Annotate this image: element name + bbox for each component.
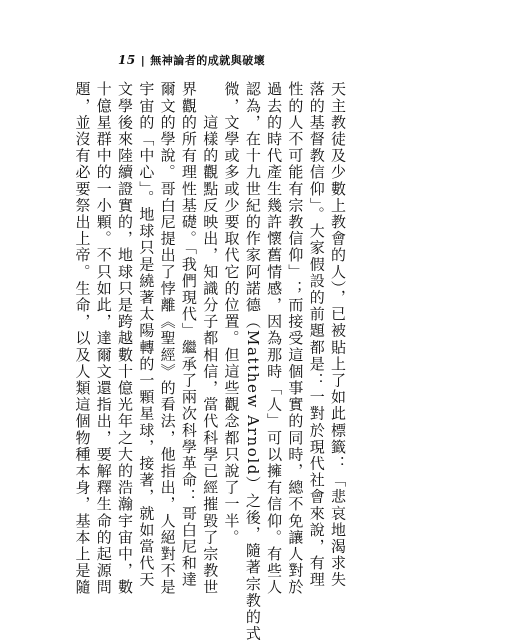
running-title: 無神論者的成就與破壞 <box>150 54 266 67</box>
text-column: 界觀的所有理性基礎。「我們現代」繼承了兩次科學革命：哥白尼和達 <box>179 81 198 589</box>
text-column: 過去的時代產生幾許懷舊情感，因為那時「人」可以擁有信仰。有些人 <box>265 81 284 596</box>
text-column: 文學後來陸續證實的，地球只是跨越數十億光年之大的浩瀚宇宙中，數 <box>116 81 135 596</box>
text-column: 認為，在十九世紀的作家阿諾德（Matthew Arnold）之後，隨著宗教的式 <box>243 81 262 642</box>
text-column: 性的人不可能有宗教信仰」；而接受這個事實的同時，總不免讓人對於 <box>286 81 305 596</box>
header-separator: | <box>140 53 146 67</box>
text-column: 十億星群中的一小顆。不只如此，達爾文還指出，要解釋生命的起源問 <box>94 81 113 596</box>
text-column: 爾文的學說。哥白尼提出了悖離《聖經》的看法，他指出，人絕對不是 <box>158 81 177 596</box>
running-header <box>118 53 265 67</box>
text-column: 天主教徒及少數上教會的人），已被貼上了如此標籤：「悲哀地渴求失 <box>329 81 347 589</box>
text-column: 題，並沒有必要祭出上帝。生命，以及人類這個物種本身，基本上是隨 <box>73 81 92 596</box>
text-column: 宇宙的「中心」。地球只是繞著太陽轉的一顆星球，接著，就如當代天 <box>137 81 156 589</box>
vertical-body-text <box>71 81 348 642</box>
text-column: 落的基督教信仰」。大家假設的前題都是：一對於現代社會來說，有理 <box>307 81 326 589</box>
page-number: 15 <box>118 53 136 67</box>
text-column: 微，文學或多或少要取代它的位置。但這些觀念都只說了一半。 <box>222 81 241 546</box>
text-column: 這樣的觀點反映出，知識分子都相信，當代科學已經摧毀了宗教世 <box>201 81 220 596</box>
